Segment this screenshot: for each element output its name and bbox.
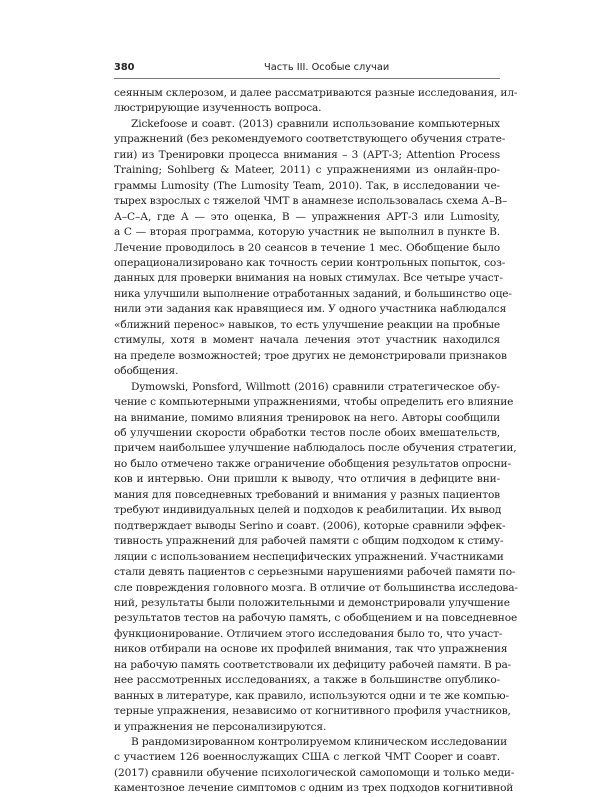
text-line: Лечение проводилось в 20 сеансов в течение 1 мес. Обобщение было [114,241,500,254]
text-line: граммы Lumosity (The Lumosity Team, 2010). Так, в исследовании че- [114,179,500,192]
text-line: причем наибольшее улучшение наблюдалось после обучения стратегии, [114,442,517,455]
text-line: упражнений (без рекомендуемого соответствующего обучения страте- [114,133,506,146]
text-line: А–С–А, где А — это оценка, В — упражнения АРТ-3 или Lumosity, [114,210,500,223]
header-rule [114,78,500,79]
text-line: на пределе возможностей; трое других не демонстрировали признаков [114,349,507,362]
text-line: Zickefoose и соавт. (2013) сравнили использование компьютерных [131,117,500,130]
text-line: данных для проверки внимания на новых стимулах. Все четыре участ- [114,272,503,285]
text-line: ков и интервью. Они пришли к выводу, что отличия в дефиците вни- [114,473,500,486]
text-line: тырех взрослых с тяжелой ЧМТ в анамнезе использовалась схема А–В– [114,195,508,208]
text-line: сеянным склерозом, и далее рассматриваются разные исследования, ил- [114,87,518,99]
text-line: мания для повседневных требований и внимания у разных пациентов [114,488,500,501]
page-number: 380 [114,62,135,73]
text-line: люстрирующие изученность вопроса. [114,102,322,115]
text-line: ванных в литературе, как правило, используются одни и те же компью- [114,689,509,702]
text-line: ников отбирали на основе их профилей внимания, так что упражнения [114,643,508,656]
text-line: сле повреждения головного мозга. В отличие от большинства исследова- [114,581,518,594]
text-line: Dymowski, Ponsford, Willmott (2016) сравнили стратегическое обу- [131,380,500,393]
text-line: терные упражнения, независимо от когнитивного профиля участников, [114,705,511,718]
text-line: тивность упражнений для рабочей памяти с общим подходом к стиму- [114,535,504,548]
text-line: результатов тестов на рабочую память, с обобщением и на повседневное [114,612,518,625]
text-line: обобщения. [114,365,179,378]
text-line: каментозное лечение симптомов с одним из трех подходов когнитивной [114,782,514,795]
text-line: стали девять пациентов с серьезными нарушениями рабочей памяти по- [114,566,516,579]
text-line: ний, результаты были положительными и демонстрировали улучшение [114,596,510,609]
text-line: операционализировано как точность серии контрольных попыток, соз- [114,256,506,269]
text-line: на внимание, помимо влияния тренировок на него. Авторы сообщили [114,411,500,424]
text-line: (2017) сравнили обучение психологической самопомощи и только меди- [114,766,515,779]
text-line: ника улучшили выполнение отработанных заданий, и большинство оце- [114,287,512,300]
text-line: а С — вторая программа, которую участник не выполнил в пункте В. [114,226,500,239]
text-line: но было отмечено также ограничение обобщения результатов опросни- [114,457,511,470]
text-line: В рандомизированном контролируемом клиническом исследовании [131,736,508,749]
text-line: «ближний перенос» навыков, то есть улучшение реакции на пробные [114,318,500,331]
text-line: нее рассмотренных исследованиях, а также в большинстве опублико- [114,674,500,687]
text-line: требуют индивидуальных целей и подходов к реабилитации. Их вывод [114,504,502,517]
running-title: Часть III. Особые случаи [264,62,390,73]
body-text [114,86,518,797]
text-line: нили эти задания как нравящиеся им. У одного участника наблюдался [114,303,507,316]
paragraph [114,86,518,117]
text-line: Training; Sohlberg & Mateer, 2011) с упражнениями из онлайн-про- [114,164,500,177]
text-line: гии) из Тренировки процесса внимания – 3 (АРТ-3; Attention Process [114,148,500,161]
running-header [114,60,500,78]
text-line: стимулы, хотя в момент начала лечения этот участник находился [114,334,500,347]
text-line: с участием 126 военнослужащих США с легкой ЧМТ Cooper и соавт. [114,751,500,764]
text-line: чение с компьютерными упражнениями, чтобы определить его влияние [114,396,514,409]
text-line: об улучшении скорости обработки тестов после обоих вмешательств, [114,426,500,439]
text-line: ляции с использованием неспецифических упражнений. Участниками [114,550,504,563]
paragraph [114,117,512,380]
paragraph [114,735,515,797]
text-line: и упражнения не персонализируются. [114,720,327,733]
text-line: подтверждает выводы Serino и соавт. (2006), которые сравнили эффек- [114,519,506,532]
paragraph [114,380,518,735]
text-line: на рабочую память соответствовали их дефициту рабочей памяти. В ра- [114,658,512,671]
text-line: функционирование. Отличием этого исследования было то, что участ- [114,627,503,640]
